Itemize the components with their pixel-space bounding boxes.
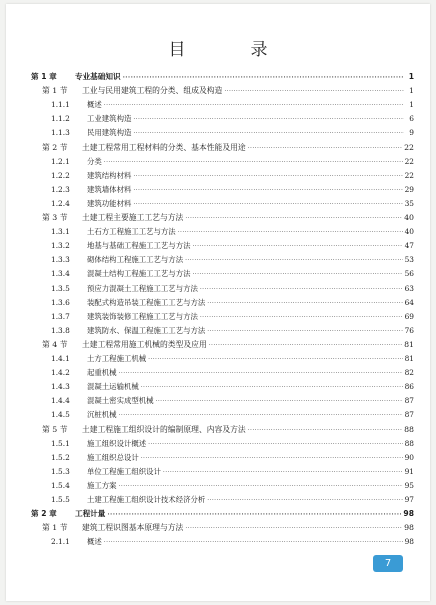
toc-entry-page: 86 xyxy=(404,382,414,392)
toc-entry-number: 1.5.3 xyxy=(51,466,70,476)
toc-entry xyxy=(51,493,414,507)
toc-entry-number: 第 3 节 xyxy=(42,213,68,222)
toc-entry-page: 63 xyxy=(404,283,414,293)
toc-entry-number: 1.1.1 xyxy=(51,100,70,110)
toc-entry-number: 1.4.1 xyxy=(51,354,70,363)
toc-entry xyxy=(51,197,414,211)
toc-entry-label: 施工组织总设计 xyxy=(87,452,139,462)
toc-entry xyxy=(51,296,414,310)
toc-entry-label: 建筑防水、保温工程施工工艺与方法 xyxy=(87,325,206,335)
toc-entry xyxy=(51,126,414,140)
toc-entry-number: 第 1 章 xyxy=(31,72,57,81)
toc-entry-page: 88 xyxy=(404,424,414,434)
dot-leader xyxy=(192,240,402,254)
dot-leader xyxy=(163,466,403,480)
toc-entry xyxy=(51,408,414,422)
toc-entry-label: 建筑工程识图基本原理与方法 xyxy=(82,523,184,533)
dot-leader xyxy=(207,297,402,311)
toc-section-entry xyxy=(42,521,414,535)
toc-entry-number: 1.3.1 xyxy=(51,227,70,237)
toc-entry-number: 1.2.2 xyxy=(51,170,70,180)
toc-entry-label: 单位工程施工组织设计 xyxy=(87,466,161,476)
toc-entry-page: 98 xyxy=(404,523,414,533)
toc-entry-page: 98 xyxy=(404,537,414,547)
dot-leader xyxy=(207,325,402,339)
toc-entry-number: 1.3.8 xyxy=(51,325,70,335)
dot-leader xyxy=(104,99,404,113)
toc-entry-page: 29 xyxy=(404,184,414,194)
dot-leader xyxy=(119,367,403,381)
toc-entry-label: 概述 xyxy=(87,100,102,110)
toc-entry-number: 1.3.2 xyxy=(51,241,70,251)
toc-entry-page: 22 xyxy=(404,156,414,166)
dot-leader xyxy=(185,522,402,536)
toc-entry-label: 分类 xyxy=(87,156,102,166)
toc-entry-label: 工业与民用建筑工程的分类、组成及构造 xyxy=(82,86,223,96)
toc-entry-label: 预应力混凝土工程施工工艺与方法 xyxy=(87,283,198,293)
toc-entry xyxy=(51,535,414,549)
toc-section-entry xyxy=(42,84,414,98)
toc-chapter-entry xyxy=(31,507,414,521)
dot-leader xyxy=(119,409,403,423)
dot-leader xyxy=(185,212,402,226)
dot-leader xyxy=(248,424,402,438)
toc-section-entry xyxy=(42,423,414,437)
toc-section-entry xyxy=(42,338,414,352)
toc-entry-page: 91 xyxy=(404,466,414,476)
dot-leader xyxy=(156,395,403,409)
toc-entry-number: 1.3.5 xyxy=(51,283,70,293)
toc-entry-page: 97 xyxy=(404,495,414,504)
toc-entry-page: 95 xyxy=(404,480,414,490)
dot-leader xyxy=(123,71,404,85)
toc-entry-number: 1.1.3 xyxy=(51,128,70,138)
toc-entry xyxy=(51,352,414,366)
toc-entry-label: 土建工程常用施工机械的类型及应用 xyxy=(82,339,207,349)
dot-leader xyxy=(209,339,402,353)
toc-title: 目 录 xyxy=(168,40,292,60)
toc-entry-number: 1.3.6 xyxy=(51,297,70,307)
toc-entry xyxy=(51,437,414,451)
toc-entry xyxy=(51,225,414,239)
toc-entry-number: 1.4.4 xyxy=(51,396,70,406)
dot-leader xyxy=(192,268,402,282)
dot-leader xyxy=(133,113,404,127)
toc-entry-page: 98 xyxy=(403,509,414,519)
toc-entry-number: 第 1 节 xyxy=(42,523,68,533)
toc-entry xyxy=(51,479,414,493)
toc-entry-number: 1.5.5 xyxy=(51,495,70,504)
dot-leader xyxy=(119,480,403,494)
toc-entry-page: 1 xyxy=(409,86,414,96)
toc-entry-page: 47 xyxy=(404,241,414,251)
toc-entry-label: 施工方案 xyxy=(87,480,117,490)
toc-entry-label: 土建工程常用工程材料的分类、基本性能及用途 xyxy=(82,142,246,152)
toc-entry-page: 76 xyxy=(404,325,414,335)
toc-entry xyxy=(51,155,414,169)
toc-entry-label: 装配式构造吊装工程施工工艺与方法 xyxy=(87,297,206,307)
toc-entry xyxy=(51,267,414,281)
toc-entry xyxy=(51,310,414,324)
toc-entry-page: 87 xyxy=(404,410,414,420)
toc-entry-number: 第 1 节 xyxy=(42,86,68,96)
page-number-badge: 7 xyxy=(373,555,403,572)
toc-entry-number: 1.4.5 xyxy=(51,410,70,420)
toc-entry-number: 第 4 节 xyxy=(42,339,68,349)
toc-entry-label: 施工组织设计概述 xyxy=(87,438,147,448)
toc-entry-page: 9 xyxy=(409,128,414,138)
toc-entry xyxy=(51,253,414,267)
dot-leader xyxy=(148,438,402,452)
toc-entry xyxy=(51,366,414,380)
dot-leader xyxy=(185,254,403,268)
toc-entry-number: 1.5.2 xyxy=(51,452,70,462)
toc-entry-page: 6 xyxy=(409,114,414,124)
dot-leader xyxy=(200,311,403,325)
toc-entry-page: 56 xyxy=(404,269,414,279)
toc-entry xyxy=(51,239,414,253)
toc-entry-label: 民用建筑构造 xyxy=(87,128,132,138)
toc-entry-number: 1.3.3 xyxy=(51,255,70,265)
dot-leader xyxy=(133,198,402,212)
toc-entry-page: 64 xyxy=(404,297,414,307)
toc-section-entry xyxy=(42,211,414,225)
toc-entry-label: 工业建筑构造 xyxy=(87,114,132,124)
toc-entry-label: 专业基础知识 xyxy=(75,72,121,81)
dot-leader xyxy=(141,452,403,466)
toc-entry-label: 起重机械 xyxy=(87,368,117,378)
toc-entry xyxy=(51,380,414,394)
toc-entry-number: 1.5.1 xyxy=(51,438,70,448)
dot-leader xyxy=(207,494,402,508)
toc-entry-label: 土建工程施工组织设计的编制原理、内容及方法 xyxy=(82,424,246,434)
toc-entry-page: 69 xyxy=(404,311,414,321)
toc-entry-label: 土方工程施工机械 xyxy=(87,354,147,363)
toc-entry-label: 地基与基础工程施工工艺与方法 xyxy=(87,241,191,251)
toc-entry-label: 沉桩机械 xyxy=(87,410,117,420)
dot-leader xyxy=(133,170,402,184)
toc-entry-label: 工程计量 xyxy=(75,509,106,519)
toc-entry-page: 87 xyxy=(404,396,414,406)
toc-entry-page: 40 xyxy=(404,213,414,222)
toc-entry-label: 建筑功能材料 xyxy=(87,198,132,208)
toc-entry xyxy=(51,465,414,479)
toc-entry-page: 90 xyxy=(404,452,414,462)
toc-entry-number: 1.2.4 xyxy=(51,198,70,208)
toc-entry-label: 土建工程主要施工工艺与方法 xyxy=(82,213,184,222)
toc-entry xyxy=(51,394,414,408)
toc-entry-page: 81 xyxy=(404,354,414,363)
dot-leader xyxy=(133,127,404,141)
dot-leader xyxy=(141,381,403,395)
toc-entry-label: 建筑装饰装修工程施工工艺与方法 xyxy=(87,311,198,321)
toc-entry-label: 建筑墙体材料 xyxy=(87,184,132,194)
dot-leader xyxy=(178,226,403,240)
toc-entry-number: 第 2 章 xyxy=(31,509,57,519)
toc-entry-label: 混凝土密实成型机械 xyxy=(87,396,154,406)
toc-entry-number: 1.4.3 xyxy=(51,382,70,392)
dot-leader xyxy=(107,508,401,522)
toc-entry-page: 1 xyxy=(409,100,414,110)
toc-entry xyxy=(51,98,414,112)
toc-entry-page: 53 xyxy=(404,255,414,265)
document-page xyxy=(6,4,430,601)
dot-leader xyxy=(200,283,403,297)
toc-entry-page: 88 xyxy=(404,438,414,448)
toc-entry-label: 建筑结构材料 xyxy=(87,170,132,180)
dot-leader xyxy=(224,85,404,99)
toc-entry-page: 35 xyxy=(404,198,414,208)
toc-entry-number: 1.5.4 xyxy=(51,480,70,490)
toc-entry-page: 40 xyxy=(404,227,414,237)
dot-leader xyxy=(148,353,402,367)
toc-entry-page: 22 xyxy=(404,170,414,180)
toc-entry-label: 概述 xyxy=(87,537,102,547)
toc-chapter-entry xyxy=(31,70,414,84)
toc-entry-page: 81 xyxy=(404,339,414,349)
dot-leader xyxy=(133,184,402,198)
dot-leader xyxy=(104,156,403,170)
dot-leader xyxy=(104,536,403,550)
toc-entry-number: 2.1.1 xyxy=(51,537,70,547)
toc-entry xyxy=(51,169,414,183)
toc-entry-number: 1.3.4 xyxy=(51,269,70,279)
toc-entry-label: 混凝土结构工程施工工艺与方法 xyxy=(87,269,191,279)
toc-entry-page: 1 xyxy=(408,72,414,81)
toc-entry xyxy=(51,451,414,465)
toc-entry-label: 土石方工程施工工艺与方法 xyxy=(87,227,176,237)
toc-entry-number: 第 2 节 xyxy=(42,142,68,152)
toc-entry-number: 1.2.3 xyxy=(51,184,70,194)
toc-entry-number: 第 5 节 xyxy=(42,424,68,434)
toc-entry-label: 土建工程施工组织设计技术经济分析 xyxy=(87,495,206,504)
toc-entry-number: 1.4.2 xyxy=(51,368,70,378)
toc-entry-page: 22 xyxy=(404,142,414,152)
toc-entry-label: 混凝土运输机械 xyxy=(87,382,139,392)
toc-entry-number: 1.1.2 xyxy=(51,114,70,124)
dot-leader xyxy=(248,142,402,156)
toc-entry xyxy=(51,324,414,338)
toc-entry xyxy=(51,282,414,296)
toc-entry-number: 1.3.7 xyxy=(51,311,70,321)
toc-section-entry xyxy=(42,141,414,155)
toc-entry-label: 砌体结构工程施工工艺与方法 xyxy=(87,255,184,265)
toc-entry-number: 1.2.1 xyxy=(51,156,70,166)
toc-entry xyxy=(51,112,414,126)
toc-entry xyxy=(51,183,414,197)
toc-entry-page: 82 xyxy=(404,368,414,378)
